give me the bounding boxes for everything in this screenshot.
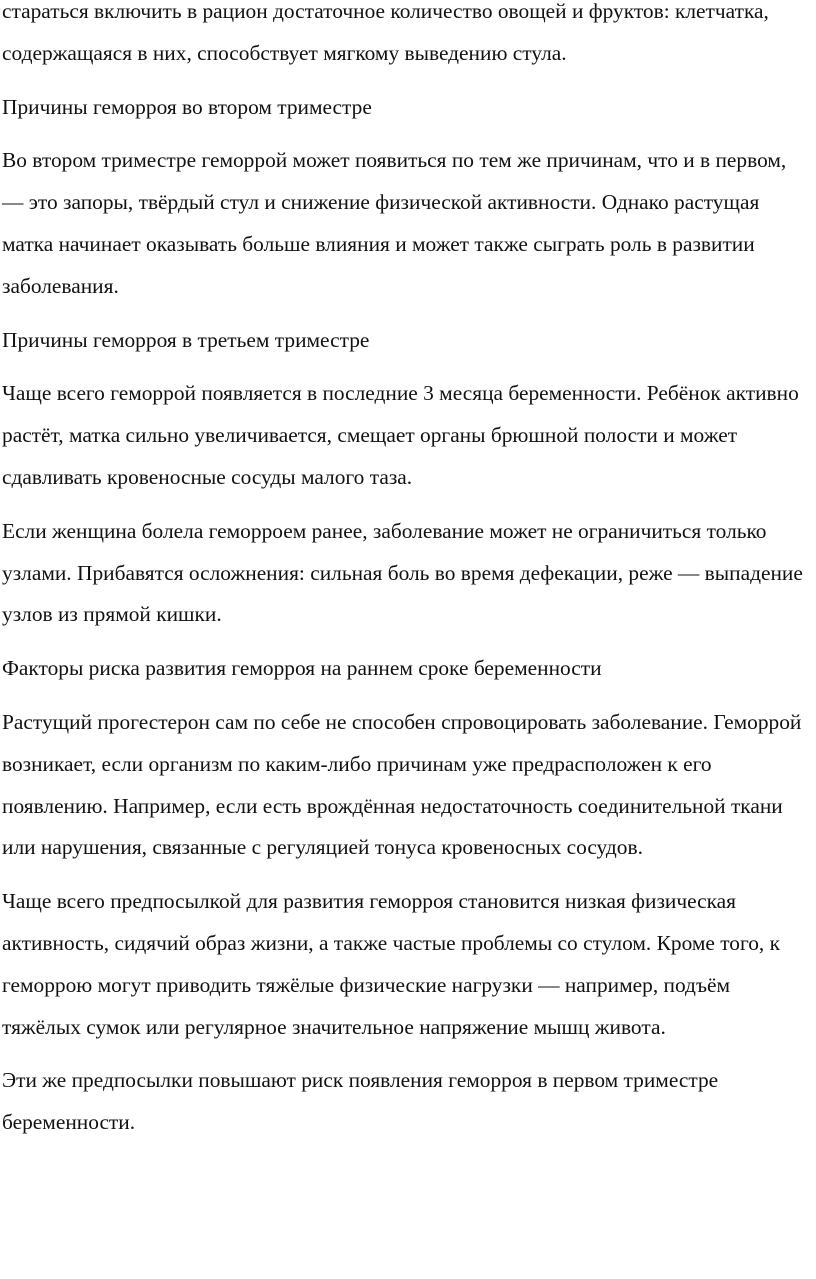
paragraph-first-trimester-risk: Эти же предпосылки повышают риск появления геморроя в первом триместре беременности. bbox=[2, 1068, 719, 1135]
paragraph-prerequisites: Чаще всего предпосылкой для развития геморроя становится низкая физическая активность, сидячий образ жизни, а также частые проблемы со стулом. Кроме того, к геморрою могут приводить тяжёлые физические нагрузки — например, подъём тяжёлых сумок или регулярное значительное напряжение мышц живота. bbox=[2, 889, 781, 1039]
paragraph-second-trimester: Во втором триместре геморрой может появиться по тем же причинам, что и в первом, — это запоры, твёрдый стул и снижение физической активности. Однако растущая матка начинает оказывать больше влияния и может также сыграть роль в развитии заболевания. bbox=[2, 148, 787, 298]
paragraph-complications: Если женщина болела геморроем ранее, заболевание может не ограничиться только узлами. Прибавятся осложнения: сильная боль во время дефекации, реже — выпадение узлов из прямой кишки. bbox=[2, 518, 803, 627]
heading-second-trimester: Причины геморроя во втором триместре bbox=[2, 94, 372, 119]
heading-risk-factors: Факторы риска развития геморроя на раннем сроке беременности bbox=[2, 656, 602, 681]
paragraph-third-trimester: Чаще всего геморрой появляется в последние 3 месяца беременности. Ребёнок активно растёт, матка сильно увеличивается, смещает органы брюшной полости и может сдавливать кровеносные сосуды малого таза. bbox=[2, 381, 799, 489]
paragraph-fiber-advice: стараться включить в рацион достаточное количество овощей и фруктов: клетчатка, содержащаяся в них, способствует мягкому выведению стула. bbox=[2, 0, 769, 65]
paragraph-progesterone: Растущий прогестерон сам по себе не способен спровоцировать заболевание. Геморрой возникает, если организм по каким-либо причинам уже предрасположен к его появлению. Например, если есть врождённая недостаточность соединительной ткани или нарушения, связанные с регуляцией тонуса кровеносных сосудов. bbox=[2, 709, 802, 860]
heading-third-trimester: Причины геморроя в третьем триместре bbox=[2, 327, 370, 352]
